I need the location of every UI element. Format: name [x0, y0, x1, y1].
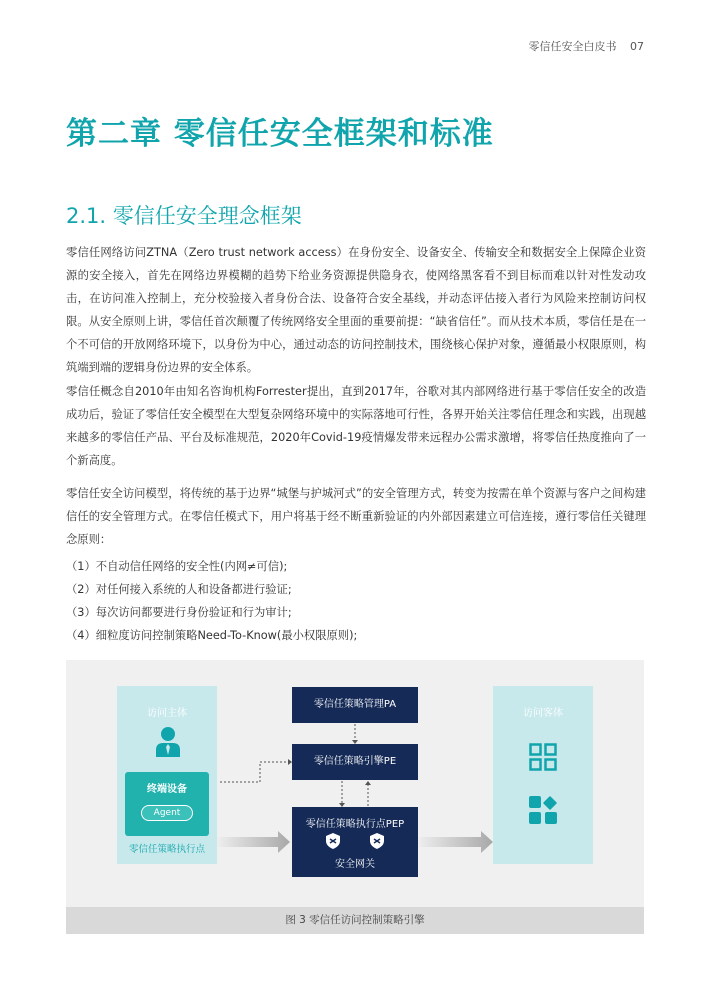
access-object-panel [493, 686, 593, 864]
policy-admin-box: 零信任策略管理PA [292, 687, 418, 723]
resources-icon [529, 796, 557, 824]
access-subject-title: 访问主体 [147, 708, 187, 719]
paragraph-model: 零信任安全访问模型，将传统的基于边界“城堡与护城河式”的安全管理方式，转变为按需在单个资源与客户之间构建信任的安全管理方式。在零信任模式下，用户将基于经不断重新验证的内外部因素建立可信连接，遵行零信任关键理念原则： [66, 487, 646, 546]
section-title: 2.1. 零信任安全理念框架 [66, 204, 302, 228]
running-header [529, 38, 645, 54]
shield-icon [326, 833, 340, 849]
paragraph-ztna: 零信任网络访问ZTNA（Zero trust network access）在身份安全、设备安全、传输安全和数据安全上保障企业资源的安全接入，首先在网络边界模糊的趋势下给业务资源提供隐身衣，使网络黑客看不到目标而难以针对性发动攻击，在访问准入控制上，充分校验接入者身份合法、设备符合安全基线，并动态评估接入者行为风险来控制访问权限。从安全原则上讲，零信任首次颠覆了传统网络安全里面的重要前提：“缺省信任”。而从技术本质，零信任是在一个不可信的开放网络环境下，以身份为中心，通过动态的访问控制技术，围绕核心保护对象，遵循最小权限原则，构筑端到端的逻辑身份边界的安全体系。 [66, 246, 646, 374]
shield-icon [370, 833, 384, 849]
access-subject-panel [117, 686, 217, 864]
app-grid-icon [529, 743, 557, 771]
architecture-figure [66, 660, 644, 934]
access-object-title: 访问客体 [523, 708, 563, 719]
principle-item: （3）每次访问都要进行身份验证和行为审计; [66, 606, 292, 619]
security-gateway-label: 安全网关 [335, 859, 375, 870]
enforcement-point-label: 零信任策略执行点 [128, 844, 205, 855]
chapter-title: 第二章 零信任安全框架和标准 [66, 116, 494, 152]
enforcement-point-title: 零信任策略执行点PEP [305, 819, 405, 830]
dashed-device-to-pe [220, 762, 288, 782]
arrow-subject-to-pep [217, 831, 290, 853]
page-number: 07 [630, 40, 644, 53]
header-doc-title: 零信任安全白皮书 [528, 40, 617, 53]
paragraph-history: 零信任概念自2010年由知名咨询机构Forrester提出，直到2017年，谷歌对其内部网络进行基于零信任安全的改造成功后，验证了零信任安全模型在大型复杂网络环境中的实际落地可行性，各界开始关注零信任理念和实践，出现越来越多的零信任产品、平台及标准规范，2020年Covid-19疫情爆发带来远程办公需求激增，将零信任热度推向了一个新高度。 [66, 385, 646, 467]
arrow-pep-to-object [418, 831, 493, 853]
principle-item: （4）细粒度访问控制策略Need-To-Know(最小权限原则); [66, 629, 358, 642]
endpoint-device-title: 终端设备 [147, 784, 187, 795]
figure-caption: 图 3 零信任访问控制策略引擎 [66, 907, 644, 934]
principle-item: （1）不自动信任网络的安全性(内网≠可信); [66, 560, 288, 573]
policy-engine-box: 零信任策略引擎PE [292, 744, 418, 780]
user-icon [155, 726, 181, 758]
principle-item: （2）对任何接入系统的人和设备都进行验证; [66, 583, 292, 596]
endpoint-device-box [125, 772, 209, 836]
agent-badge: Agent [141, 805, 193, 821]
enforcement-point-box [292, 807, 418, 877]
principles-list [66, 555, 646, 647]
